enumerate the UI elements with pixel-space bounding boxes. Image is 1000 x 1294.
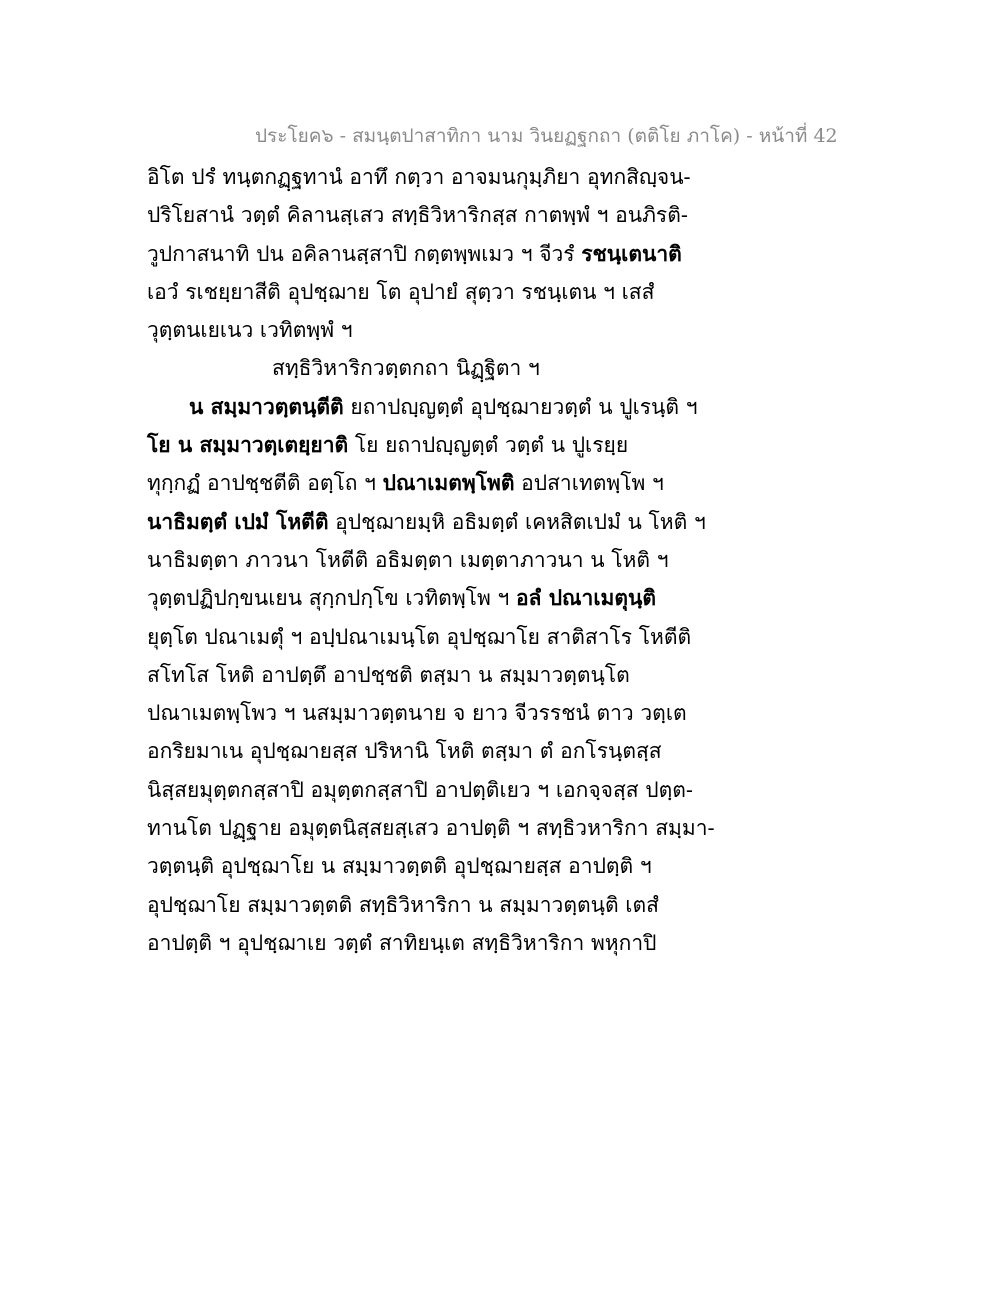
text-segment: อุปชฺฌายมฺหิ อธิมตฺตํ เคหสิตเปมํ น โหติ ฯ — [328, 509, 706, 534]
text-segment: โย ยถาปญฺญตฺตํ วตฺตํ น ปูเรยฺย — [348, 433, 629, 458]
text-line — [147, 426, 707, 464]
text-segment: ทุกฺกฏํ อาปชฺชตีติ อตฺโถ ฯ — [147, 471, 383, 496]
text-segment: วตฺตนฺติ อุปชฺฌาโย น สมฺมาวตฺตติ อุปชฺฌายสฺส อาปตฺติ ฯ — [147, 854, 652, 879]
text-line — [147, 503, 707, 541]
text-line — [147, 579, 707, 617]
text-segment: สทฺธิวิหาริกวตฺตกถา นิฏฺฐิตา ฯ — [272, 356, 540, 381]
text-line — [147, 732, 707, 770]
text-line — [147, 388, 707, 426]
text-line — [147, 273, 707, 311]
text-line — [147, 311, 707, 349]
text-line — [147, 656, 707, 694]
body-text — [147, 158, 715, 962]
text-segment: อิโต ปรํ ทนฺตกฏฺฐทานํ อาทึ กตฺวา อาจมนกุมฺภิยา อุทกสิญฺจน- — [147, 165, 691, 189]
text-line — [147, 886, 707, 924]
text-segment: ยุตฺโต ปณาเมตุํ ฯ อปฺปณาเมนฺโต อุปชฺฌาโย สาติสาโร โหตีติ — [147, 624, 692, 649]
text-segment: นาธิมตฺตา ภาวนา โหตีติ อธิมตฺตา เมตฺตาภาวนา น โหติ ฯ — [147, 547, 669, 572]
text-segment: ทานโต ปฏฺฐาย อมุตฺตนิสฺสยสฺเสว อาปตฺติ ฯ สทฺธิวหาริกา สมฺมา- — [147, 816, 715, 841]
bold-term: โย น สมฺมาวตฺเตยฺยาติ — [147, 432, 349, 458]
text-line — [147, 235, 707, 273]
text-line — [147, 618, 707, 656]
text-line — [147, 809, 715, 847]
running-header: ประโยค๖ - สมนฺตปาสาทิกา นาม วินยฏฐกถา (ตติโย ภาโค) - หน้าที่ 42 — [255, 125, 838, 147]
text-line — [147, 847, 707, 885]
text-segment: วุตฺตปฏิปกฺขนเยน สุกฺกปกฺโข เวทิตพฺโพ ฯ — [147, 586, 516, 611]
text-line — [147, 196, 707, 234]
text-segment: นิสฺสยมุตฺตกสฺสาปิ อมุตฺตกสฺสาปิ อาปตฺติเยว ฯ เอกจฺจสฺส ปตฺต- — [147, 777, 693, 802]
text-line — [147, 158, 707, 196]
text-segment: อุปชฺฌาโย สมฺมาวตฺตติ สทฺธิวิหาริกา น สมฺมาวตฺตนฺติ เตสํ — [147, 892, 659, 917]
text-segment: อปสาเทตพฺโพ ฯ — [514, 471, 664, 496]
text-segment: วูปกาสนาทิ ปน อคิลานสฺสาปิ กตฺตพฺพเมว ฯ จีวรํ — [147, 241, 582, 266]
text-segment: เอวํ รเชยฺยาสีติ อุปชฺฌาย โต อุปายํ สุตฺวา รชนฺเตน ฯ เสสํ — [147, 279, 655, 304]
text-segment: ยถาปญฺญตฺตํ อุปชฺฌายวตฺตํ น ปูเรนฺติ ฯ — [343, 394, 698, 419]
text-line — [147, 464, 707, 502]
text-line — [147, 541, 707, 579]
bold-term: ปณาเมตพฺโพติ — [382, 470, 515, 496]
bold-term: นาธิมตฺตํ เปมํ โหตีติ — [147, 508, 329, 534]
bold-term: รชนฺเตนาติ — [581, 240, 682, 266]
text-segment: สโทโส โหติ อาปตฺตึ อาปชฺชติ ตสฺมา น สมฺมาวตฺตนฺโต — [147, 662, 630, 687]
text-segment: อกริยมาเน อุปชฺฌายสฺส ปริหานิ โหติ ตสฺมา ตํ อกโรนฺตสฺส — [147, 739, 662, 764]
text-line — [147, 924, 707, 962]
text-segment: ปณาเมตพฺโพว ฯ นสมฺมาวตฺตนาย จ ยาว จีวรรชนํ ตาว วตฺเต — [147, 701, 687, 726]
section-heading — [147, 349, 707, 387]
text-segment: อาปตฺติ ฯ อุปชฺฌาเย วตฺตํ สาทิยนฺเต สทฺธิวิหาริกา พหุกาปิ — [147, 930, 657, 955]
text-segment: วุตฺตนเยเนว เวทิตพฺพํ ฯ — [147, 318, 353, 343]
text-line — [147, 694, 707, 732]
bold-term: น สมฺมาวตฺตนฺตีติ — [189, 393, 344, 419]
text-line — [147, 771, 707, 809]
bold-term: อลํ ปณาเมตุนฺติ — [515, 585, 656, 611]
text-segment: ปริโยสานํ วตฺตํ คิลานสฺเสว สทฺธิวิหาริกสฺส กาตพฺพํ ฯ อนภิรติ- — [147, 203, 688, 228]
